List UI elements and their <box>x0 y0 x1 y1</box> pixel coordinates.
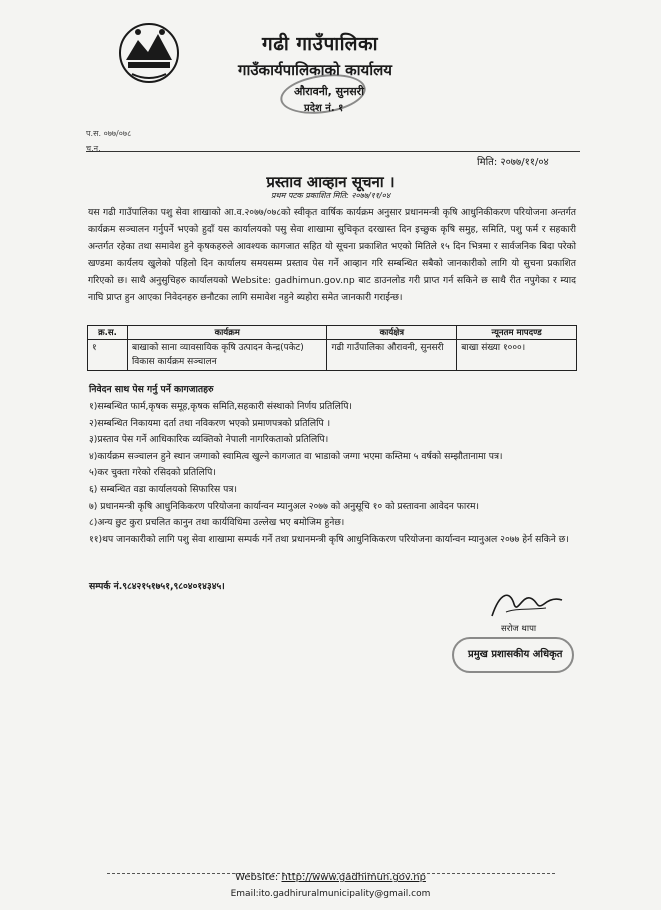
documents-heading: निवेदन साथ पेस गर्नु पर्ने कागजातहरु <box>89 384 214 395</box>
first-publication-date: प्रथम पटक प्रकाशित मिति: २०७७/११/०४ <box>270 191 391 200</box>
cell-sn: १ <box>88 340 128 371</box>
cell-area: गढी गाउँपालिका औरावनी, सुनसरी <box>327 340 457 371</box>
notice-title: प्रस्ताव आव्हान सूचना । <box>266 173 395 191</box>
program-table <box>87 325 577 371</box>
list-item: ८)अन्य छुट कुरा प्रचलित कानुन तथा कार्यविधिमा उल्लेख भए बमोजिम हुनेछ। <box>89 517 345 529</box>
notice-paragraph: यस गढी गाउँपालिका पशु सेवा शाखाको आ.व.२०७७/०७८को स्वीकृत वार्षिक कार्यक्रम अनुसार प्रधानमन्त्री कृषि आधुनिकीकरण परियोजना अन्तर्गत कार्यक्रम सञ्चालन गर्नुपर्ने भएको हुदाँ यस कार्यालयको पसु सेवा शाखामा सुचिकृत दरखास्त दिन इच्छुक कृषि समुह, समिति, पशु फर्म र सहकारी अन्तर्गत रहेका तथा समावेश हुने कृषकहरुले आवश्यक कागजात सहित यो सूचना प्रकाशित भएको मितिले १५ दिन भित्रमा र सार्वजनिक बिदा परेको खण्डमा कार्यलय खुलेको पहिलो दिन कार्यालय समयसम्म प्रस्ताव पेस गर्ने आव्हान गरि सम्बन्धित सबैको जानकारीको लागि यो सुचना प्रकाशित गरिएको छ। साथै अनुसुचिहरु कार्यालयको Website: gadhimun.gov.np बाट डाउनलोड गरी प्राप्त गर्न सकिने छ साथै रीत नपुगेका र म्याद नाघि प्राप्त हुन आएका निवेदनहरु छनौटका लागि समावेश नहुने ब्यहोरा समेत जानकारी गराईन्छ। <box>88 207 576 303</box>
list-item: ७) प्रधानमन्त्री कृषि आधुनिकिकरण परियोजना कार्यान्वन म्यानुअल २०७७ को अनुसूचि १० को प्रस्तावना आवेदन फारम। <box>89 500 479 512</box>
office-name: गाउँकार्यपालिकाको कार्यालय <box>238 61 393 79</box>
list-item: ५)कर चुक्ता गरेको रसिदको प्रतिलिपि। <box>89 467 216 479</box>
contact-numbers: सम्पर्क नं.९८४२१५१७५१,९८०४०१४३४५। <box>89 581 225 592</box>
column-header-area: कार्यक्षेत्र <box>327 326 457 340</box>
header-divider <box>86 151 580 152</box>
list-item: १)सम्बन्धित फार्म,कृषक समूह,कृषक समिति,सहकारी संस्थाको निर्णय प्रतिलिपि। <box>89 401 352 412</box>
letter-date: मिति: २०७७/११/०४ <box>477 157 549 168</box>
municipality-name: गढी गाउँपालिका <box>262 33 378 55</box>
municipality-logo-emblem <box>118 22 180 84</box>
documents-list <box>89 399 577 548</box>
footer-email[interactable]: Email:ito.gadhiruralmunicipality@gmail.com <box>230 889 431 899</box>
column-header-sn: क्र.स. <box>88 326 128 340</box>
notice-body <box>88 204 576 306</box>
office-address: औरावनी, सुनसरी <box>294 85 365 98</box>
list-item: ६) सम्बन्धित वडा कार्यालयको सिफारिस पत्र। <box>89 483 237 495</box>
signatory-name: सरोज थापा <box>501 624 537 634</box>
list-item: २)सम्बन्धित निकायमा दर्ता तथा नविकरण भएको प्रमाणपत्रको प्रतिलिपि । <box>89 417 331 429</box>
table-row <box>88 340 577 371</box>
footer-website <box>0 872 661 883</box>
cell-criteria: बाखा संख्या १०००। <box>457 340 577 371</box>
column-header-criteria: न्यूनतम मापदण्ड <box>457 326 577 340</box>
signatory-title: प्रमुख प्रशासकीय अधिकृत <box>468 649 563 660</box>
website-label: Website: <box>235 872 279 883</box>
handwritten-signature <box>486 586 566 626</box>
list-item: ११)थप जानकारीको लागि पशु सेवा शाखामा सम्पर्क गर्ने तथा प्रधानमन्त्री कृषि आधुनिकिकरण परियोजना कार्यान्वन म्यानुअल २०७७ हेर्न सकिने छ। <box>89 533 569 545</box>
letter-cn-number: च.न. <box>86 144 101 153</box>
letter-ps-number: प.स. ०७७/०७८ <box>86 129 132 138</box>
website-link[interactable]: http://www.gadhimun.gov.np <box>281 872 426 883</box>
province-number: प्रदेश नं. १ <box>304 103 344 114</box>
list-item: ४)कार्यक्रम सञ्चालन हुने स्थान जग्गाको स्वामित्व खुल्ने कागजात वा भाडाको जग्गा भएमा कम्तिमा ५ वर्षको सम्झौतानामा पत्र। <box>89 450 503 462</box>
column-header-program: कार्यक्रम <box>127 326 327 340</box>
table-header-row <box>88 326 577 340</box>
cell-program: बाखाको साना व्यावसायिक कृषि उत्पादन केन्द्र(पकेट) विकास कार्यक्रम सञ्चालन <box>127 340 327 371</box>
list-item: ३)प्रस्ताव पेस गर्ने आधिकारिक व्यक्तिको नेपाली नागरिकताको प्रतिलिपि। <box>89 434 329 446</box>
